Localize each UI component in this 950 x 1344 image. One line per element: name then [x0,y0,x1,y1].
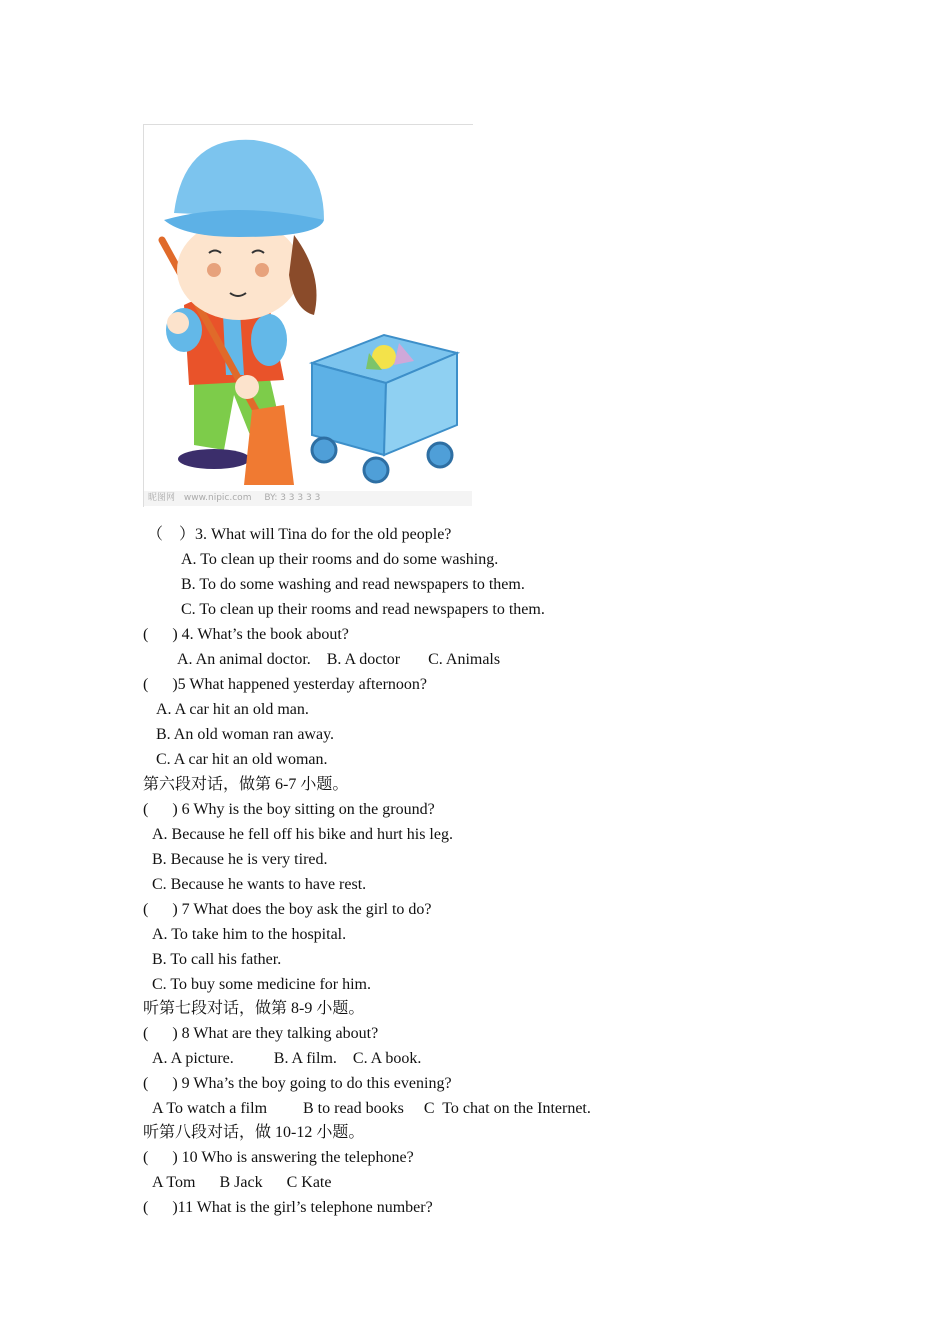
option-5b: B. An old woman ran away. [156,726,335,743]
question-4: ( ) 4. What’s the book about? [143,626,349,643]
option-5c: C. A car hit an old woman. [156,751,328,768]
question-11: ( )11 What is the girl’s telephone number? [143,1199,433,1216]
question-7: ( ) 7 What does the boy ask the girl to do? [143,901,432,918]
option-6c: C. Because he wants to have rest. [152,876,367,893]
question-9: ( ) 9 Wha’s the boy going to do this evening? [143,1075,452,1092]
option-3c: C. To clean up their rooms and read newspapers to them. [181,601,545,618]
option-6b: B. Because he is very tired. [152,851,328,868]
cleaner-boy-illustration [143,124,473,507]
option-3b: B. To do some washing and read newspapers to them. [181,576,525,593]
question-3: （ ）3. What will Tina do for the old people? [147,526,452,543]
options-9: A To watch a film B to read books C To chat on the Internet. [152,1100,591,1117]
section-heading-8: 听第八段对话，做 10-12 小题。 [143,1124,365,1141]
section-heading-7: 听第七段对话，做第 8-9 小题。 [143,1000,365,1017]
option-7a: A. To take him to the hospital. [152,926,347,943]
options-4: A. An animal doctor. B. A doctor C. Animals [177,651,501,668]
watermark-logo: 昵图网 [148,493,176,503]
section-heading-6: 第六段对话，做第 6-7 小题。 [143,776,349,793]
watermark [148,490,320,503]
watermark-id: BY: 3 3 3 3 3 [264,493,321,503]
option-7c: C. To buy some medicine for him. [152,976,371,993]
boy-sweeping-icon [144,125,472,506]
option-6a: A. Because he fell off his bike and hurt his leg. [152,826,453,843]
options-10: A Tom B Jack C Kate [152,1174,332,1191]
option-5a: A. A car hit an old man. [156,701,309,718]
option-7b: B. To call his father. [152,951,282,968]
options-8: A. A picture. B. A film. C. A book. [152,1050,422,1067]
question-6: ( ) 6 Why is the boy sitting on the ground? [143,801,435,818]
question-5: ( )5 What happened yesterday afternoon? [143,676,428,693]
question-8: ( ) 8 What are they talking about? [143,1025,379,1042]
watermark-url: www.nipic.com [183,493,252,503]
option-3a: A. To clean up their rooms and do some washing. [181,551,499,568]
question-10: ( ) 10 Who is answering the telephone? [143,1149,414,1166]
